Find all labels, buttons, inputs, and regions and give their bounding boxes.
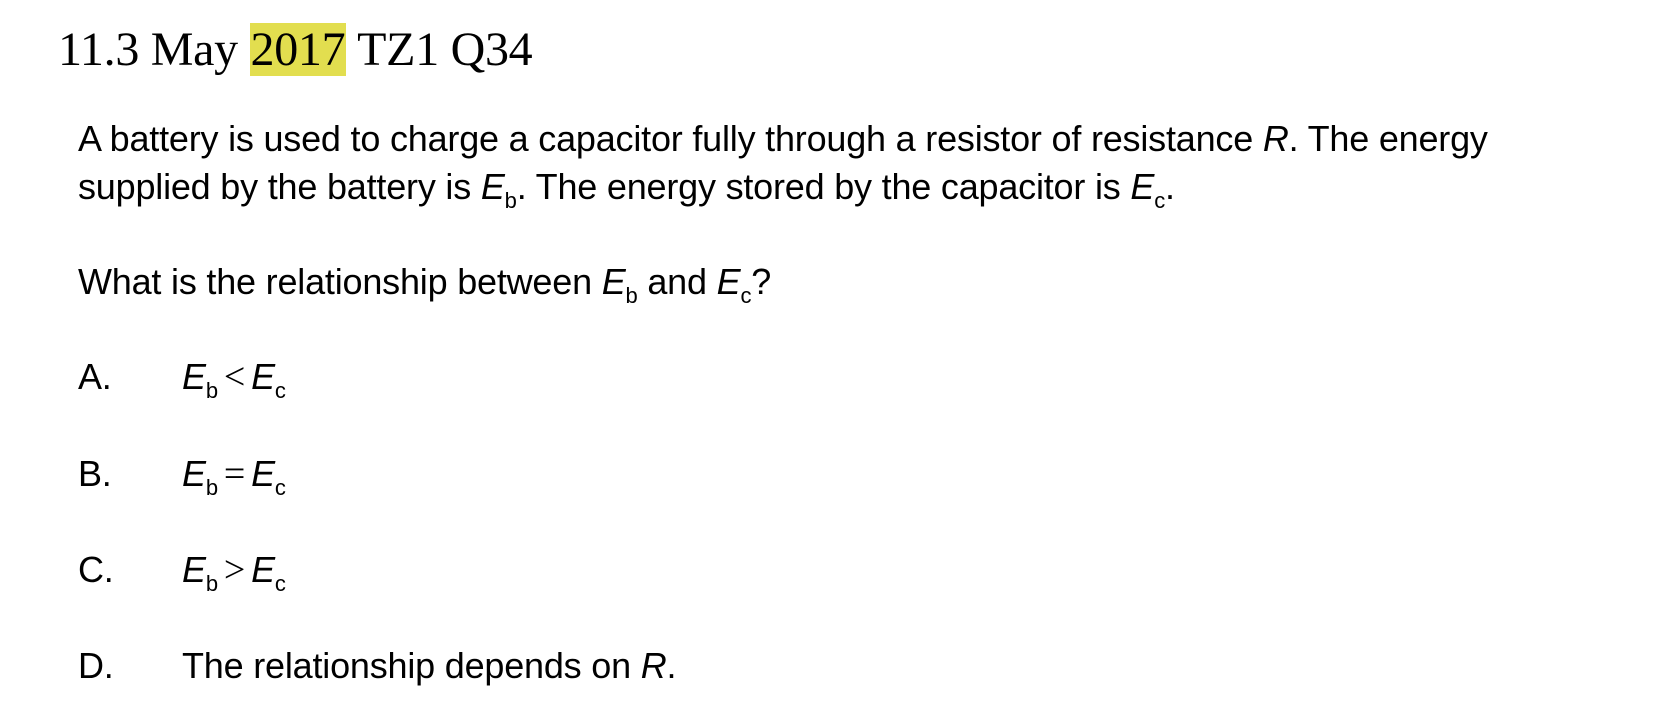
variable-e: E: [251, 356, 275, 397]
relation-symbol: <: [223, 356, 246, 398]
option-letter: B.: [78, 453, 112, 494]
subscript: c: [274, 571, 286, 596]
variable-e: E: [251, 453, 275, 494]
relation-symbol: >: [223, 549, 246, 591]
variable-e: E: [1130, 166, 1155, 207]
subscript: b: [205, 475, 218, 500]
stem-text: A battery is used to charge a capacitor fully through a resistor of resistance: [78, 118, 1263, 159]
option-letter: C.: [78, 549, 114, 590]
option-letter: A.: [78, 356, 112, 397]
prompt-text: What is the relationship between: [78, 261, 602, 302]
stem-text: . The energy stored by the capacitor is: [516, 166, 1131, 207]
option-d: [78, 642, 676, 690]
stem-text: .: [1165, 166, 1175, 207]
prompt-text: ?: [751, 261, 772, 302]
subscript: b: [504, 188, 517, 213]
question-stem: [78, 115, 1488, 211]
variable-r: R: [640, 645, 667, 686]
heading-suffix: TZ1 Q34: [346, 23, 533, 76]
variable-e: E: [480, 166, 505, 207]
relation-symbol: =: [223, 453, 246, 495]
option-a: [78, 353, 286, 401]
subscript: c: [740, 283, 752, 308]
option-text: .: [666, 645, 677, 686]
option-text: The relationship depends on: [182, 645, 641, 686]
stem-line-1: [78, 115, 1488, 163]
subscript: b: [625, 283, 638, 308]
stem-text: supplied by the battery is: [78, 166, 481, 207]
variable-e: E: [251, 549, 275, 590]
variable-e: E: [716, 261, 741, 302]
variable-e: E: [601, 261, 626, 302]
option-letter: D.: [78, 645, 114, 686]
variable-e: E: [182, 356, 206, 397]
question-heading: [58, 22, 532, 78]
highlighted-year: 2017: [250, 23, 346, 76]
subscript: b: [205, 378, 218, 403]
subscript: c: [1154, 188, 1165, 213]
stem-text: . The energy: [1288, 118, 1488, 159]
heading-prefix: 11.3 May: [58, 23, 250, 76]
variable-e: E: [182, 453, 206, 494]
variable-r: R: [1262, 118, 1289, 159]
subscript: c: [274, 475, 286, 500]
subscript: b: [205, 571, 218, 596]
prompt-text: and: [637, 261, 717, 302]
variable-e: E: [182, 549, 206, 590]
subscript: c: [274, 378, 286, 403]
option-c: [78, 546, 286, 594]
option-b: [78, 450, 286, 498]
stem-line-2: [78, 163, 1488, 211]
question-prompt: [78, 258, 771, 306]
